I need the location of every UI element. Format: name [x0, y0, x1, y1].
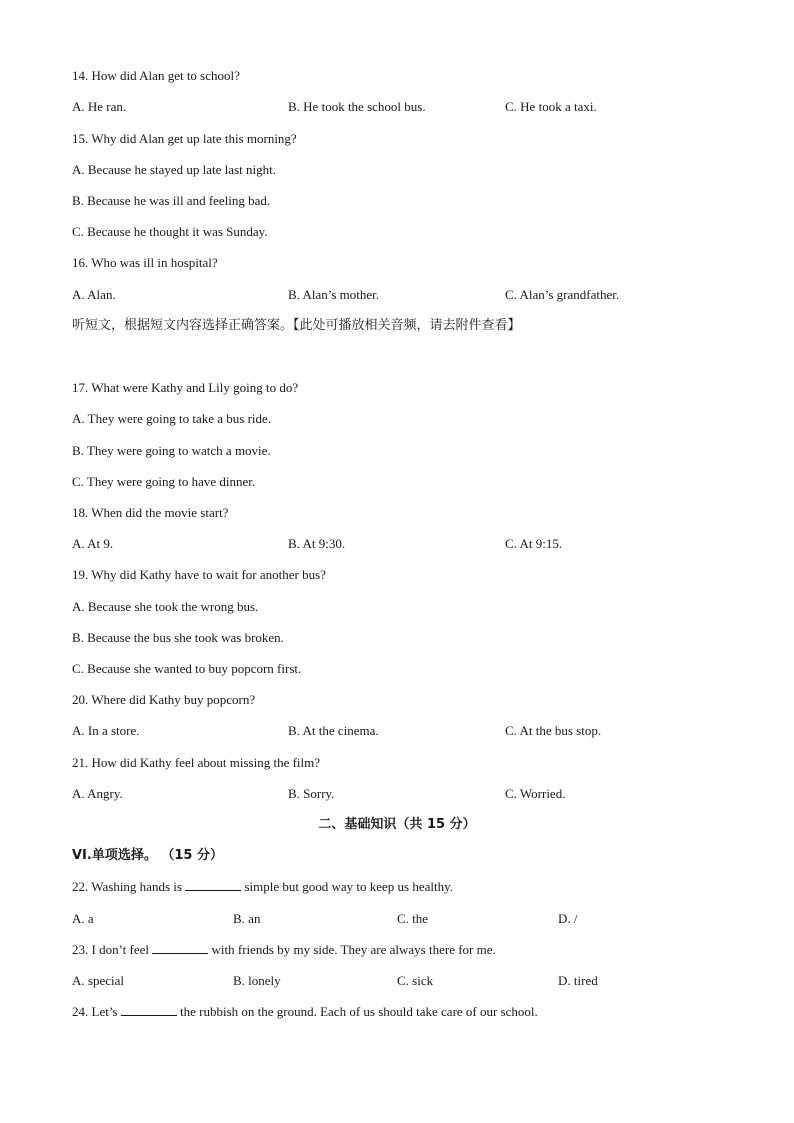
question-22	[72, 879, 453, 895]
question-17: 17. What were Kathy and Lily going to do?	[72, 380, 299, 395]
q18-option-a: A. At 9.	[72, 536, 114, 551]
q17-option-c: C. They were going to have dinner.	[72, 474, 256, 489]
q23-option-d: D. tired	[558, 973, 598, 988]
q19-option-b: B. Because the bus she took was broken.	[72, 630, 284, 645]
q24-text-before: 24. Let’s	[72, 1004, 121, 1019]
q16-option-c: C. Alan’s grandfather.	[505, 287, 620, 302]
section-subtitle: VI.单项选择。 （15 分）	[72, 848, 223, 863]
q15-option-b: B. Because he was ill and feeling bad.	[72, 193, 271, 208]
listening-instruction: 听短文，根据短文内容选择正确答案。【此处可播放相关音频，请去附件查看】	[72, 318, 521, 333]
q16-option-a: A. Alan.	[72, 287, 116, 302]
q19-option-a: A. Because she took the wrong bus.	[72, 599, 259, 614]
q17-option-a: A. They were going to take a bus ride.	[72, 411, 272, 426]
q20-option-b: B. At the cinema.	[288, 723, 379, 738]
q21-option-a: A. Angry.	[72, 786, 123, 801]
q21-option-b: B. Sorry.	[288, 786, 335, 801]
q23-text-before: 23. I don’t feel	[72, 942, 153, 957]
q20-option-c: C. At the bus stop.	[505, 723, 602, 738]
question-21: 21. How did Kathy feel about missing the film?	[72, 755, 321, 770]
q21-option-c: C. Worried.	[505, 786, 566, 801]
q14-option-a: A. He ran.	[72, 99, 127, 114]
q23-option-b: B. lonely	[233, 973, 281, 988]
q22-option-c: C. the	[397, 911, 429, 926]
q22-text-before: 22. Washing hands is	[72, 879, 186, 894]
question-14: 14. How did Alan get to school?	[72, 68, 240, 83]
q19-option-c: C. Because she wanted to buy popcorn first.	[72, 661, 302, 676]
question-20: 20. Where did Kathy buy popcorn?	[72, 692, 256, 707]
question-19: 19. Why did Kathy have to wait for another bus?	[72, 567, 326, 582]
q22-option-b: B. an	[233, 911, 261, 926]
q15-option-a: A. Because he stayed up late last night.	[72, 162, 276, 177]
q22-blank	[185, 879, 241, 891]
q23-text-after: with friends by my side. They are always there for me.	[208, 942, 496, 957]
question-16: 16. Who was ill in hospital?	[72, 255, 218, 270]
q24-blank	[121, 1004, 177, 1016]
question-15: 15. Why did Alan get up late this morning?	[72, 131, 297, 146]
q22-text-after: simple but good way to keep us healthy.	[241, 879, 454, 894]
q18-option-c: C. At 9:15.	[505, 536, 563, 551]
q17-option-b: B. They were going to watch a movie.	[72, 443, 271, 458]
q14-option-b: B. He took the school bus.	[288, 99, 426, 114]
q14-option-c: C. He took a taxi.	[505, 99, 597, 114]
q15-option-c: C. Because he thought it was Sunday.	[72, 224, 268, 239]
q22-option-a: A. a	[72, 911, 94, 926]
q20-option-a: A. In a store.	[72, 723, 140, 738]
question-24	[72, 1004, 538, 1020]
q23-option-a: A. special	[72, 973, 124, 988]
q16-option-b: B. Alan’s mother.	[288, 287, 379, 302]
q24-text-after: the rubbish on the ground. Each of us should take care of our school.	[176, 1004, 538, 1019]
question-18: 18. When did the movie start?	[72, 505, 229, 520]
question-23	[72, 942, 496, 958]
section-title: 二、基础知识（共 15 分）	[318, 817, 476, 832]
q23-option-c: C. sick	[397, 973, 434, 988]
q23-blank	[152, 942, 208, 954]
q18-option-b: B. At 9:30.	[288, 536, 346, 551]
q22-option-d: D. /	[558, 911, 578, 926]
